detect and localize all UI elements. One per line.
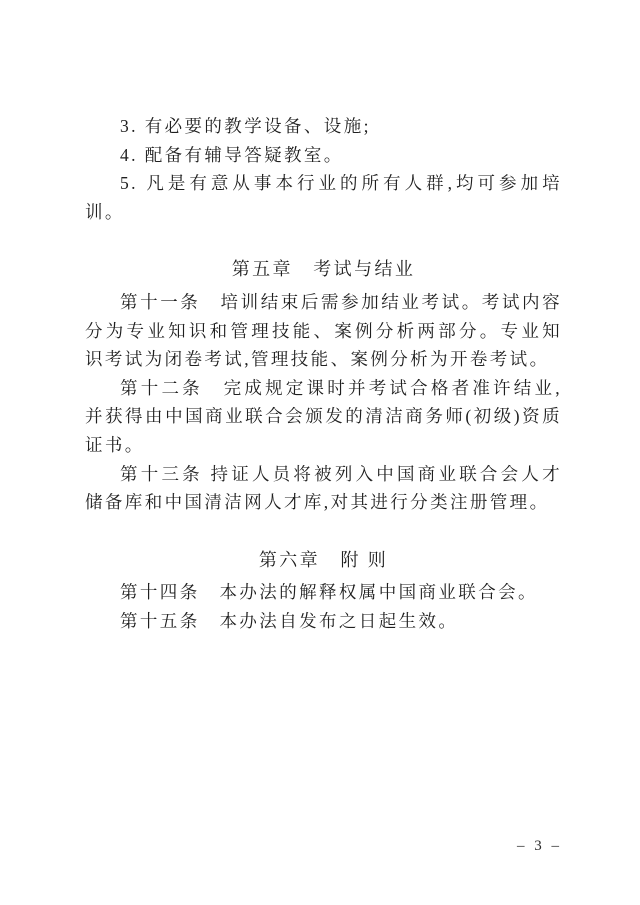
article-13: 第十三条 持证人员将被列入中国商业联合会人才储备库和中国清洁网人才库,对其进行分类注册管理。 xyxy=(85,463,562,513)
list-item-5: 5. 凡是有意从事本行业的所有人群,均可参加培训。 xyxy=(85,173,562,222)
article-15: 第十五条 本办法自发布之日起生效。 xyxy=(120,610,459,631)
list-item-4: 4. 配备有辅导答疑教室。 xyxy=(120,144,344,165)
chapter-6-title: 第六章 附 则 xyxy=(258,549,389,570)
article-12: 第十二条 完成规定课时并考试合格者准许结业,并获得由中国商业联合会颁发的清洁商务师(初级)资质证书。 xyxy=(85,377,562,455)
page-number: – 3 – xyxy=(517,838,562,854)
article-14: 第十四条 本办法的解释权属中国商业联合会。 xyxy=(120,582,538,603)
article-11: 第十一条 培训结束后需参加结业考试。考试内容分为专业知识和管理技能、案例分析两部分。专业知识考试为闭卷考试,管理技能、案例分析为开卷考试。 xyxy=(85,291,562,370)
list-item-3: 3. 有必要的教学设备、设施; xyxy=(120,116,371,136)
chapter-5-title: 第五章 考试与结业 xyxy=(231,259,416,280)
